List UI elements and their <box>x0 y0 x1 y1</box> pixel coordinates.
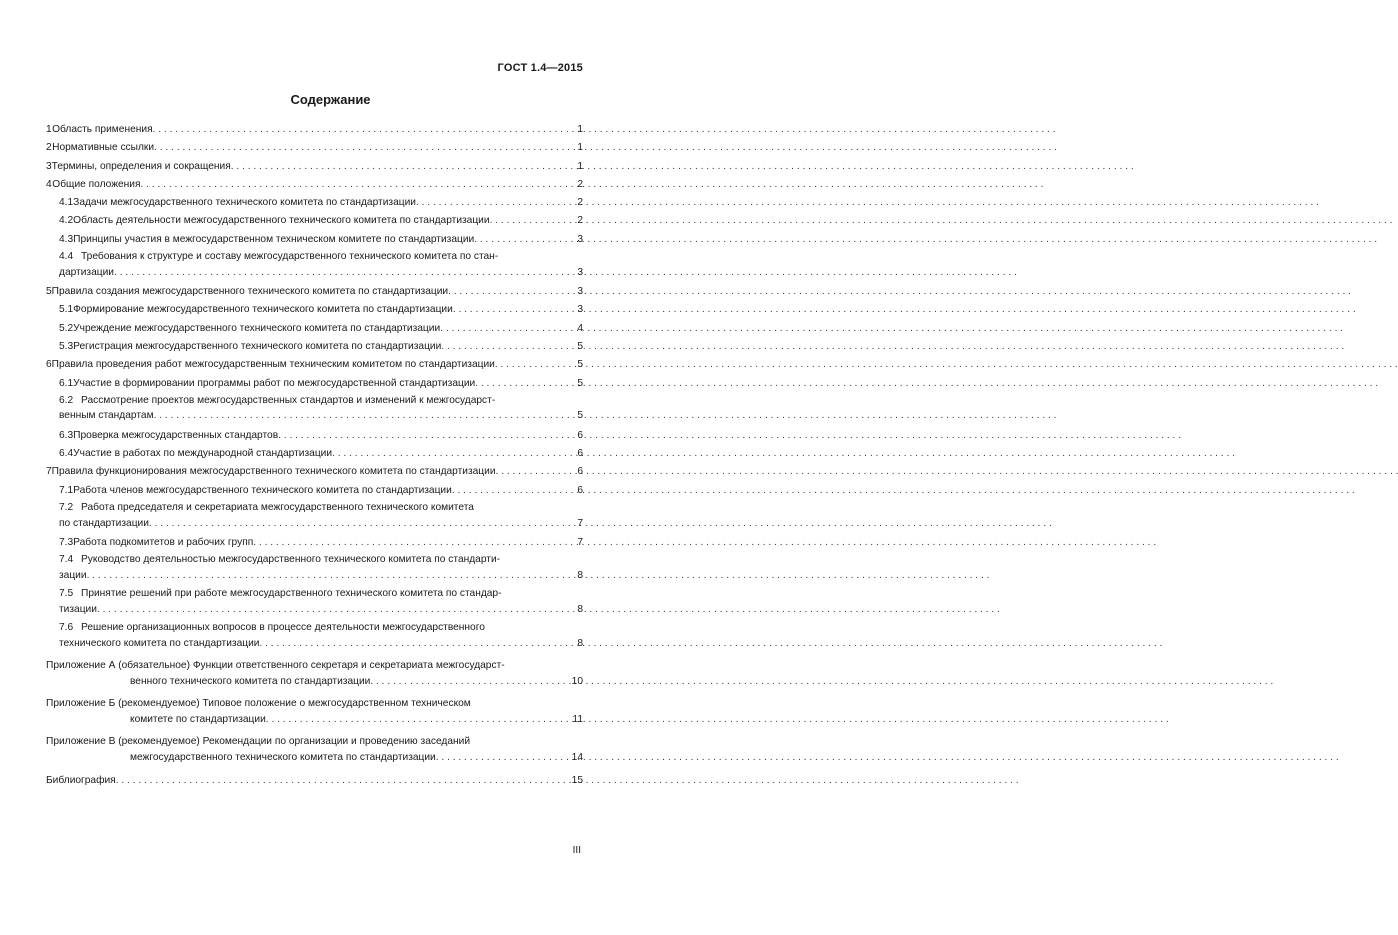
toc-dot-leader <box>153 121 578 139</box>
toc-entry-title: Библиография <box>46 775 116 787</box>
toc-entry-title: Нормативные ссылки <box>52 142 155 154</box>
toc-entry[interactable] <box>46 734 583 750</box>
toc-entry-title: Требования к структуре и составу межгосударственного технического комитета по стан- <box>81 251 499 263</box>
toc-dot-leader <box>278 427 577 445</box>
toc-entry-page: 5 <box>577 340 583 352</box>
toc-entry[interactable] <box>46 301 583 319</box>
toc-entry-title: Руководство деятельностью межгосударственного технического комитета по стандарти- <box>81 554 501 566</box>
toc-entry-continuation[interactable] <box>46 602 583 618</box>
toc-entry-title: Проверка межгосударственных стандартов <box>73 429 279 441</box>
toc-entry-page: 6 <box>577 466 583 478</box>
table-of-contents <box>46 121 583 791</box>
toc-entry[interactable] <box>46 586 583 602</box>
page-title: Содержание <box>290 92 371 107</box>
toc-entry-number: 7.4 <box>59 554 74 566</box>
toc-entry-page: 2 <box>577 215 583 227</box>
toc-entry[interactable] <box>46 158 583 176</box>
toc-entry-page: 1 <box>577 142 583 154</box>
toc-entry-title-continued: венного технического комитета по стандартизации <box>130 675 371 687</box>
toc-entry[interactable] <box>46 445 583 463</box>
toc-entry-number: 7.5 <box>59 588 74 600</box>
toc-dot-leader <box>496 463 578 481</box>
toc-dot-leader <box>253 534 577 552</box>
toc-entry-title: Правила создания межгосударственного технического комитета по стандартизации <box>51 286 449 298</box>
toc-entry-continuation[interactable] <box>46 408 583 424</box>
toc-entry-title-continued: дартизации <box>59 266 114 278</box>
toc-entry[interactable] <box>46 534 583 552</box>
toc-entry-title-continued: комитете по стандартизации <box>130 713 266 725</box>
toc-dot-leader <box>440 320 577 338</box>
toc-entry[interactable] <box>46 249 583 265</box>
toc-entry-page: 1 <box>577 160 583 172</box>
toc-entry-number: 7.2 <box>59 502 74 514</box>
toc-entry-page: 4 <box>577 322 583 334</box>
toc-entry-continuation[interactable] <box>46 712 583 728</box>
toc-dot-leader <box>332 445 577 463</box>
toc-entry-continuation[interactable] <box>46 750 583 766</box>
toc-entry-number: 6.4 <box>59 448 74 460</box>
toc-entry-page: 3 <box>577 286 583 298</box>
toc-entry-page: 5 <box>577 377 583 389</box>
toc-dot-leader <box>149 516 577 532</box>
toc-dot-leader <box>116 772 572 790</box>
toc-dot-leader <box>231 158 578 176</box>
toc-entry-number: 6.3 <box>59 429 74 441</box>
toc-entry[interactable] <box>46 139 583 157</box>
toc-entry-number: 4 <box>46 178 52 190</box>
toc-entry-page: 7 <box>577 517 583 529</box>
toc-entry[interactable] <box>46 283 583 301</box>
toc-entry-title: Принятие решений при работе межгосударственного технического комитета по стандар- <box>81 588 502 600</box>
toc-entry[interactable] <box>46 320 583 338</box>
toc-entry[interactable] <box>46 552 583 568</box>
toc-entry-title: Термины, определения и сокращения <box>51 160 231 172</box>
toc-entry-title-continued: зации <box>59 569 87 581</box>
toc-entry-page: 2 <box>577 197 583 209</box>
toc-entry-page: 10 <box>571 675 583 687</box>
toc-entry-page: 5 <box>577 359 583 371</box>
toc-entry-page: 3 <box>577 233 583 245</box>
toc-entry[interactable] <box>46 620 583 636</box>
toc-entry-title: Принципы участия в межгосударственном техническом комитете по стандартизации <box>73 233 475 245</box>
toc-entry-title: Приложение В (рекомендуемое) Рекомендации по организации и проведению заседаний <box>46 736 471 748</box>
toc-entry-title: Решение организационных вопросов в процессе деятельности межгосударственного <box>81 622 485 634</box>
toc-dot-leader <box>370 674 571 690</box>
toc-entry-number: 4.1 <box>59 197 74 209</box>
toc-entry[interactable] <box>46 375 583 393</box>
toc-entry[interactable] <box>46 696 583 712</box>
toc-dot-leader <box>416 194 577 212</box>
toc-entry-title: Область применения <box>52 124 153 135</box>
toc-dot-leader <box>87 568 578 584</box>
toc-entry-continuation[interactable] <box>46 516 583 532</box>
toc-entry-continuation[interactable] <box>46 568 583 584</box>
toc-entry[interactable] <box>46 500 583 516</box>
toc-entry-number: 7.3 <box>59 537 74 549</box>
toc-entry-page: 6 <box>577 484 583 496</box>
toc-dot-leader <box>474 231 577 249</box>
toc-entry[interactable] <box>46 338 583 356</box>
toc-entry[interactable] <box>46 427 583 445</box>
toc-entry-number: 6 <box>46 359 52 371</box>
toc-entry-title: Правила проведения работ межгосударственным техническим комитетом по стандартизации <box>51 359 495 371</box>
toc-entry-title: Участие в работах по международной стандартизации <box>73 448 333 460</box>
toc-dot-leader <box>436 750 572 766</box>
toc-dot-leader <box>490 212 578 230</box>
document-header-gost: ГОСТ 1.4—2015 <box>497 62 583 74</box>
toc-entry-page: 8 <box>577 569 583 581</box>
toc-entry-title-continued: тизации <box>59 603 97 615</box>
toc-entry-number: 5 <box>46 286 52 298</box>
toc-entry-title: Приложение А (обязательное) Функции ответственного секретаря и секретариата межгосударст- <box>46 660 505 672</box>
toc-entry[interactable] <box>46 482 583 500</box>
toc-entry[interactable] <box>46 356 583 374</box>
toc-dot-leader <box>448 283 577 301</box>
toc-entry-title: Работа председателя и секретариата межгосударственного технического комитета <box>81 502 474 514</box>
toc-entry-page: 3 <box>577 266 583 278</box>
toc-dot-leader <box>114 265 577 281</box>
toc-entry-continuation[interactable] <box>46 674 583 690</box>
toc-entry-page: 15 <box>571 775 583 787</box>
toc-entry-title: Работа членов межгосударственного технического комитета по стандартизации <box>73 484 452 496</box>
toc-dot-leader <box>441 338 577 356</box>
toc-entry-title: Правила функционирования межгосударственного технического комитета по стандартизации <box>51 466 496 478</box>
toc-entry-title-continued: по стандартизации <box>59 517 149 529</box>
toc-entry-page: 14 <box>571 751 583 763</box>
toc-entry-page: 6 <box>577 429 583 441</box>
toc-dot-leader <box>266 712 573 728</box>
toc-entry-title-continued: межгосударственного технического комитета по стандартизации <box>130 751 436 763</box>
toc-entry-page: 11 <box>572 713 583 725</box>
toc-entry-page: 2 <box>577 178 583 190</box>
toc-entry[interactable] <box>46 176 583 194</box>
toc-entry-number: 5.3 <box>59 340 74 352</box>
toc-entry-number: 5.2 <box>59 322 74 334</box>
toc-entry-continuation[interactable] <box>46 636 583 652</box>
toc-entry-number: 2 <box>46 142 52 154</box>
toc-dot-leader <box>495 356 577 374</box>
toc-entry-title-continued: технического комитета по стандартизации <box>59 637 260 649</box>
toc-entry-number: 4.4 <box>59 251 74 263</box>
toc-dot-leader <box>154 408 578 424</box>
toc-entry-title: Участие в формировании программы работ по межгосударственной стандартизации <box>73 377 476 389</box>
page-number: III <box>572 845 581 856</box>
toc-dot-leader <box>97 602 577 618</box>
toc-entry-number: 3 <box>46 160 52 172</box>
toc-entry-page: 3 <box>577 304 583 316</box>
toc-entry-title: Приложение Б (рекомендуемое) Типовое положение о межгосударственном техническом <box>46 698 471 710</box>
toc-entry-page: 7 <box>577 537 583 549</box>
toc-entry-title: Регистрация межгосударственного технического комитета по стандартизации <box>73 340 442 352</box>
toc-entry-number: 7.6 <box>59 622 74 634</box>
toc-entry[interactable] <box>46 231 583 249</box>
toc-entry-number: 5.1 <box>59 304 74 316</box>
toc-entry-title: Задачи межгосударственного технического комитета по стандартизации <box>73 197 416 209</box>
toc-entry-page: 6 <box>577 448 583 460</box>
toc-entry[interactable] <box>46 212 583 230</box>
toc-entry[interactable] <box>46 393 583 409</box>
toc-entry-number: 4.2 <box>59 215 74 227</box>
toc-entry-number: 6.2 <box>59 394 74 406</box>
toc-dot-leader <box>141 176 578 194</box>
toc-entry-page: 1 <box>577 124 583 135</box>
toc-entry-title: Работа подкомитетов и рабочих групп <box>73 537 254 549</box>
toc-entry-title-continued: венным стандартам <box>59 410 154 422</box>
toc-dot-leader <box>259 636 577 652</box>
toc-entry-number: 4.3 <box>59 233 74 245</box>
toc-entry[interactable] <box>46 772 583 790</box>
toc-entry[interactable] <box>46 658 583 674</box>
toc-entry[interactable] <box>46 463 583 481</box>
toc-entry-page: 8 <box>577 603 583 615</box>
toc-entry-continuation[interactable] <box>46 265 583 281</box>
toc-entry-title: Учреждение межгосударственного технического комитета по стандартизации <box>73 322 441 334</box>
toc-dot-leader <box>453 301 578 319</box>
toc-dot-leader <box>475 375 577 393</box>
toc-entry-title: Формирование межгосударственного технического комитета по стандартизации <box>73 304 453 316</box>
toc-entry-title: Рассмотрение проектов межгосударственных стандартов и изменений к межгосударст- <box>81 394 496 406</box>
toc-dot-leader <box>154 139 577 157</box>
toc-entry-title: Область деятельности межгосударственного технического комитета по стандартизации <box>73 215 490 227</box>
toc-entry-page: 5 <box>577 410 583 422</box>
toc-entry[interactable] <box>46 121 583 139</box>
toc-entry[interactable] <box>46 194 583 212</box>
toc-entry-number: 1 <box>46 124 52 135</box>
toc-entry-number: 7.1 <box>59 484 74 496</box>
toc-entry-title: Общие положения <box>52 178 141 190</box>
toc-entry-number: 7 <box>46 466 52 478</box>
toc-entry-number: 6.1 <box>59 377 74 389</box>
toc-entry-page: 8 <box>577 637 583 649</box>
toc-dot-leader <box>452 482 578 500</box>
